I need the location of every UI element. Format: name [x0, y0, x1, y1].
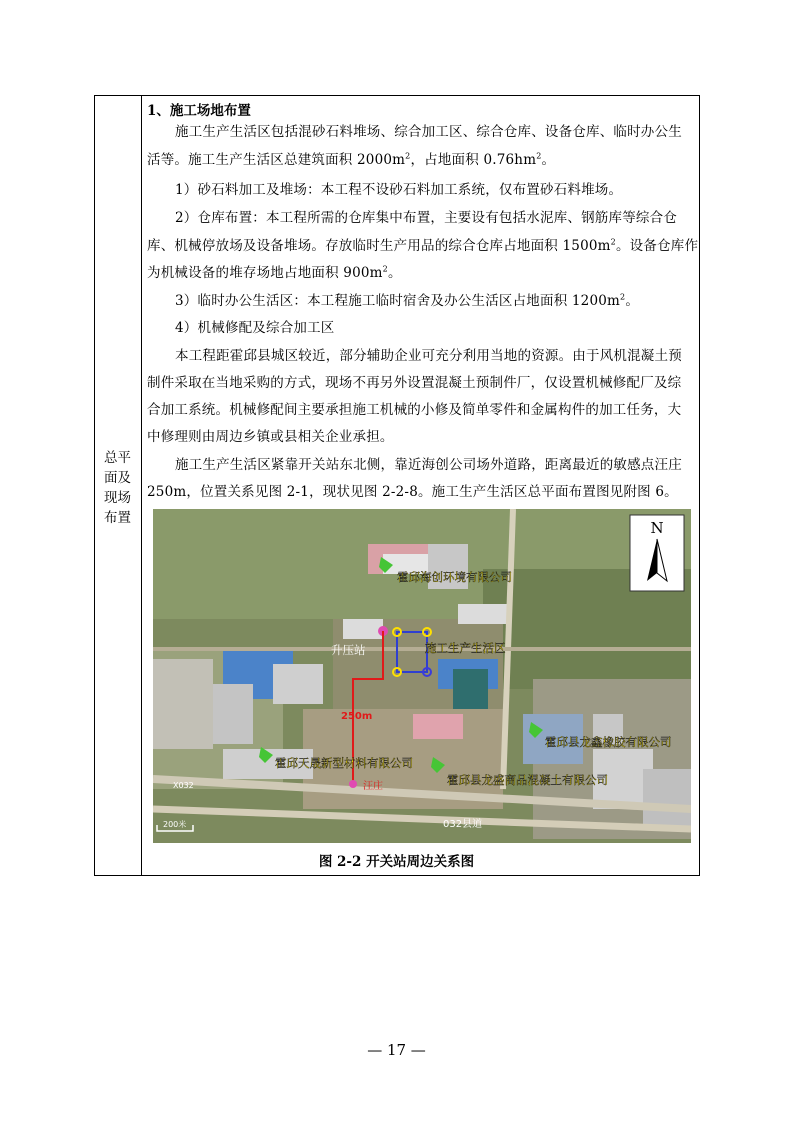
paragraph-line: 施工生产生活区包括混砂石料堆场、综合加工区、综合仓库、设备仓库、临时办公生 [175, 124, 682, 140]
paragraph-line: 为机械设备的堆存场地占地面积 $900m^2$。 [147, 264, 402, 281]
map-label-shengya: 升压站 [331, 643, 366, 657]
row-label-line: 现场 [104, 490, 131, 506]
map-label-longsheng: 霍邱县龙盛商品混凝土有限公司 [447, 773, 608, 787]
paragraph-line: 库、机械停放场及设备堆场。存放临时生产用品的综合仓库占地面积 $1500m^2$。设备仓库作 [147, 237, 699, 254]
map-label-road-county: 032县道 [443, 819, 483, 830]
paragraph-line: 1）砂石料加工及堆场：本工程不设砂石料加工系统，仅布置砂石料堆场。 [175, 182, 623, 198]
page-number: — 17 — [367, 1041, 426, 1059]
paragraph-line: 合加工系统。机械修配间主要承担施工机械的小修及简单零件和金属构件的加工任务，大 [147, 402, 682, 418]
paragraph-line: 250m，位置关系见图 2-1，现状见图 2-2-8。施工生产生活区总平面布置图见附图 6。 [147, 484, 678, 500]
paragraph-line: 2）仓库布置：本工程所需的仓库集中布置，主要设有包括水泥库、钢筋库等综合仓 [175, 210, 677, 226]
row-label-line: 面及 [104, 470, 131, 486]
section-heading: 1、施工场地布置 [147, 103, 251, 119]
row-label-line: 布置 [104, 510, 131, 526]
paragraph-line: 本工程距霍邱县城区较近，部分辅助企业可充分利用当地的资源。由于风机混凝土预 [175, 348, 682, 364]
north-label: N [650, 519, 664, 537]
map-label-haichuang: 霍邱海创环境有限公司 [397, 570, 512, 584]
paragraph-line: 4）机械修配及综合加工区 [175, 320, 335, 336]
map-label-wangzhuang: 汪庄 [363, 781, 383, 792]
map-label-longxin: 霍邱县龙鑫橡胶有限公司 [545, 735, 672, 749]
paragraph-line: 中修理则由周边乡镇或县相关企业承担。 [147, 429, 394, 445]
map-label-distance: 250m [341, 711, 373, 722]
paragraph-line: 施工生产生活区紧靠开关站东北侧，靠近海创公司场外道路，距离最近的敏感点汪庄 [175, 457, 682, 473]
map-label-tianshen: 霍邱天晟新型材料有限公司 [275, 756, 413, 770]
figure-caption: 图 2-2 开关站周边关系图 [318, 854, 475, 870]
satellite-map [153, 509, 691, 843]
row-label [94, 448, 141, 528]
map-label-road-x: X032 [173, 781, 194, 790]
paragraph-line: 活等。施工生产生活区总建筑面积 $2000m^2$，占地面积 $0.76hm^2$。 [147, 151, 556, 168]
row-label-line: 总平 [104, 450, 131, 466]
map-scale-label: 200米 [163, 820, 187, 829]
paragraph-line: 3）临时办公生活区：本工程施工临时宿舍及办公生活区占地面积 $1200m^2$。 [175, 292, 640, 309]
map-label-shigong: 施工生产生活区 [425, 641, 506, 655]
paragraph-line: 制件采取在当地采购的方式，现场不再另外设置混凝土预制件厂，仅设置机械修配厂及综 [147, 375, 682, 391]
table-divider [141, 95, 142, 876]
